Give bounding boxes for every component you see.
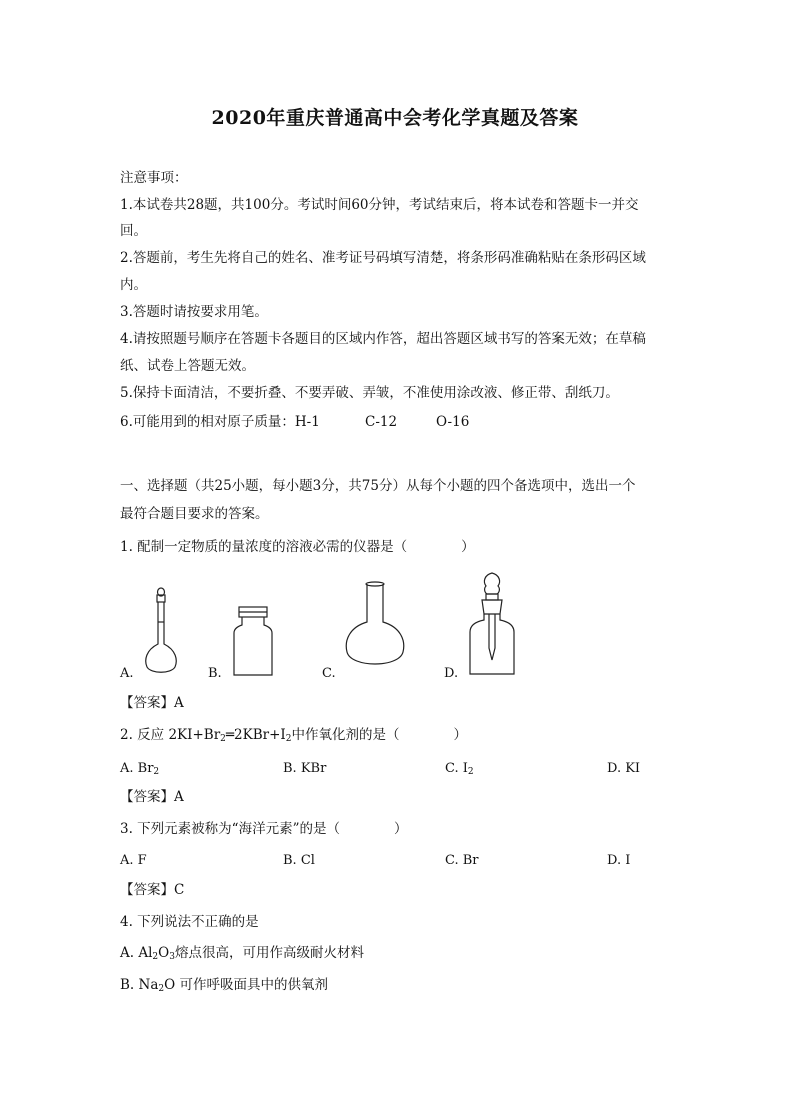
notice-line: 2.答题前，考生先将自己的姓名、准考证号码填写清楚，将条形码准确粘贴在条形码区域 (120, 250, 646, 266)
notice-line: 4.请按照题号顺序在答题卡各题目的区域内作答，超出答题区域书写的答案无效；在草稿 (120, 331, 646, 347)
notice-line: 纸、试卷上答题无效。 (120, 358, 255, 374)
q1-stem: 1. 配制一定物质的量浓度的溶液必需的仪器是（ ） (120, 539, 475, 555)
q1-answer: 【答案】A (120, 695, 184, 711)
reagent-bottle-figure (228, 605, 278, 680)
q4-stem: 4. 下列说法不正确的是 (120, 914, 259, 930)
q3-option-c: C. Br (445, 853, 479, 868)
q1-option-b: B. (208, 666, 222, 681)
q2-option-d: D. KI (607, 761, 641, 776)
notice-line: 1.本试卷共28题，共100分。考试时间60分钟，考试结束后，将本试卷和答题卡一并交 (120, 197, 639, 213)
q2-answer: 【答案】A (120, 789, 184, 805)
volumetric-flask-figure (136, 582, 186, 682)
q3-answer: 【答案】C (120, 882, 185, 898)
q3-option-b: B. Cl (283, 853, 315, 868)
notice-heading: 注意事项： (120, 170, 188, 186)
notice-line: 5.保持卡面清洁，不要折叠、不要弄破、弄皱，不准使用涂改液、修正带、刮纸刀。 (120, 385, 619, 401)
round-bottom-flask-figure (340, 580, 410, 680)
q2-stem: 2. 反应 $2KI+Br_2═2KBr+I_2$中作氧化剂的是（ ） (120, 727, 467, 744)
q2-option-a: A. $Br_2$ (120, 761, 160, 777)
notice-line: 回。 (120, 223, 147, 239)
dropper-bottle-figure (462, 570, 522, 680)
q2-option-b: B. KBr (283, 761, 327, 776)
notice-line: 内。 (120, 277, 147, 293)
q1-option-a: A. (120, 666, 134, 681)
q1-option-d: D. (444, 666, 459, 681)
section-heading-cont: 最符合题目要求的答案。 (120, 506, 269, 522)
q2-option-c: C. $I_2$ (445, 761, 474, 777)
notice-line: 3.答题时请按要求用笔。 (120, 304, 268, 320)
atomic-mass-o: O-16 (436, 414, 470, 430)
q4-option-b: B. $Na_2O$ 可作呼吸面具中的供氧剂 (120, 977, 328, 994)
atomic-mass-c: C-12 (365, 414, 398, 430)
q1-option-c: C. (322, 666, 336, 681)
section-heading: 一、选择题（共25小题，每小题3分，共75分）从每个小题的四个备选项中，选出一个 (120, 478, 636, 494)
page-title: 2020年重庆普通高中会考化学真题及答案 (211, 107, 579, 129)
q4-option-a: A. $Al_2O_3$熔点很高，可用作高级耐火材料 (120, 945, 364, 962)
q3-option-d: D. I (607, 853, 631, 868)
q3-option-a: A. F (120, 853, 147, 868)
atomic-mass-label: 6.可能用到的相对原子质量：H-1 (120, 414, 320, 430)
q3-stem: 3. 下列元素被称为“海洋元素”的是（ ） (120, 821, 408, 837)
